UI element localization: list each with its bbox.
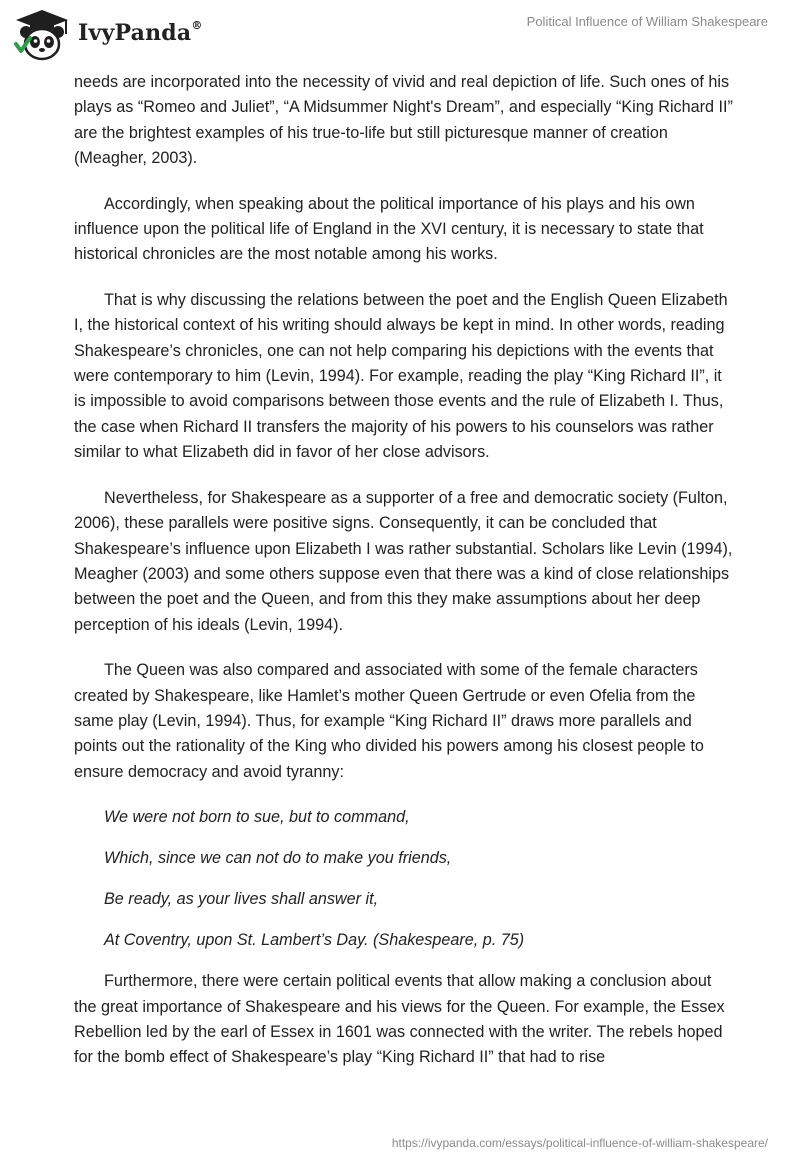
page-header (0, 0, 800, 70)
paragraph: The Queen was also compared and associated with some of the female characters created by Shakespeare, like Hamlet’s mother Queen Gertrude or even Ofelia from the same play (Levin, 1994). Thus, for example “King Richard II” draws more parallels and points out the rationality of the King who divided his powers among his closest people to ensure democracy and avoid tyranny: (74, 661, 704, 781)
document-title: Political Influence of William Shakespeare (526, 14, 768, 29)
essay-body (74, 70, 734, 1091)
verse-line: We were not born to sue, but to command, (104, 808, 410, 827)
paragraph: Accordingly, when speaking about the political importance of his plays and his own influence upon the political life of England in the XVI century, it is necessary to state that historical chronicles are the most notable among his works. (74, 194, 704, 264)
verse-line: Which, since we can not do to make you friends, (104, 849, 452, 868)
brand-name[interactable]: IvyPanda® (78, 18, 203, 46)
paragraph: needs are incorporated into the necessity of vivid and real depiction of life. Such ones of his plays as “Romeo and Juliet”, “A Midsummer Night's Dream”, and especially “King Richard II” are the brightest examples of his true-to-life but still picturesque manner of creation (Meagher, 2003). (74, 73, 733, 168)
footer-url[interactable]: https://ivypanda.com/essays/political-influence-of-william-shakespeare/ (391, 1136, 768, 1150)
verse-line: At Coventry, upon St. Lambert’s Day. (Shakespeare, p. 75) (104, 931, 525, 950)
paragraph: Furthermore, there were certain political events that allow making a conclusion about the great importance of Shakespeare and his views for the Queen. For example, the Essex Rebellion led by the earl of Essex in 1601 was connected with the writer. The rebels hoped for the bomb effect of Shakespeare’s play “King Richard II” that had to rise (74, 972, 725, 1067)
paragraph: Nevertheless, for Shakespeare as a supporter of a free and democratic society (Fulton, 2006), these parallels were positive signs. Consequently, it can be concluded that Shakespeare’s influence upon Elizabeth I was rather substantial. Scholars like Levin (1994), Meagher (2003) and some others suppose even that there was a kind of close relationships between the poet and the Queen, and from this they make assumptions about her deep perception of his ideals (Levin, 1994). (74, 488, 733, 634)
panda-graduate-logo-icon[interactable] (10, 6, 74, 62)
verse-line: Be ready, as your lives shall answer it, (104, 890, 379, 909)
paragraph: That is why discussing the relations between the poet and the English Queen Elizabeth I, the historical context of his writing should always be kept in mind. In other words, reading Shakespeare’s chronicles, one can not help comparing his depictions with the events that were contemporary to him (Levin, 1994). For example, reading the play “King Richard II”, it is impossible to avoid comparisons between those events and the rule of Elizabeth I. Thus, the case when Richard II transfers the majority of his powers to his counselors was rather similar to what Elizabeth did in favor of her close advisors. (74, 290, 728, 462)
